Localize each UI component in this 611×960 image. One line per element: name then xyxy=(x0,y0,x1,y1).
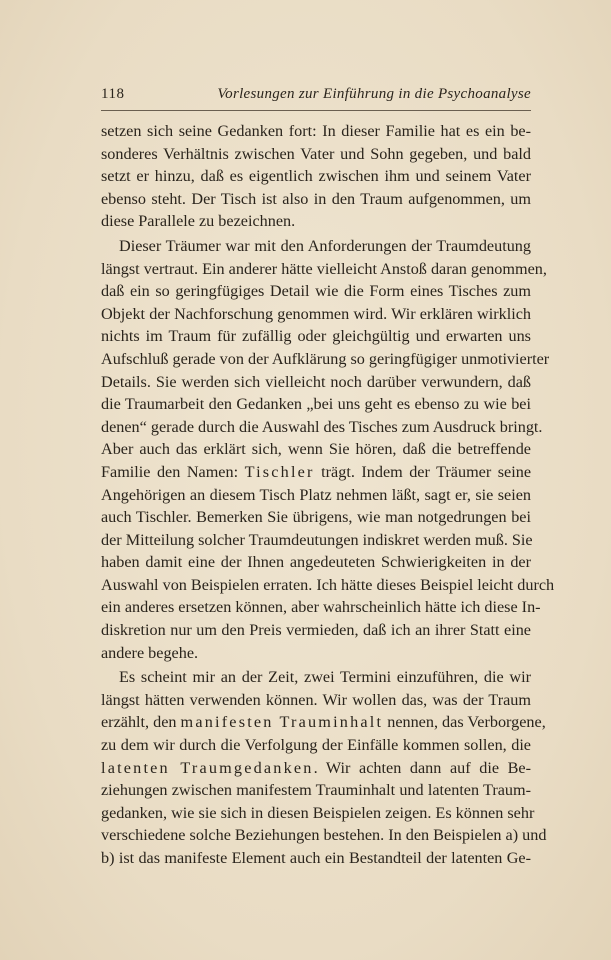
text-line: Es scheint mir an der Zeit, zwei Termini einzuführen, die wir xyxy=(119,668,531,687)
text-line: gedanken, wie sie sich in diesen Beispielen zeigen. Es können sehr xyxy=(101,803,535,822)
text-line: haben damit eine der Ihnen angedeuteten Schwierigkeiten in der xyxy=(101,553,531,572)
text-line: verschiedene solche Beziehungen bestehen. In den Beispielen a) und xyxy=(101,826,547,845)
running-title: Vorlesungen zur Einführung in die Psychoanalyse xyxy=(217,86,531,102)
text-line: ebenso steht. Der Tisch ist also in den Traum aufgenommen, um xyxy=(101,189,531,208)
text-line: denen“ gerade durch die Auswahl des Tisches zum Ausdruck bringt. xyxy=(101,417,543,436)
text-segment: Familie den Namen: xyxy=(101,462,245,481)
text-line xyxy=(101,711,546,734)
text-line: Dieser Träumer war mit den Anforderungen der Traumdeutung xyxy=(119,236,531,255)
text-line: ziehungen zwischen manifestem Trauminhalt und latenten Traum- xyxy=(101,781,531,800)
spaced-term: manifesten Trauminhalt xyxy=(180,713,384,732)
text-line: der Mitteilung solcher Traumdeutungen indiskret werden muß. Sie xyxy=(101,530,533,549)
text-line: längst vertraut. Ein anderer hätte vielleicht Anstoß daran genommen, xyxy=(101,259,547,278)
text-line: längst hätten verwenden können. Wir wollen das, was der Traum xyxy=(101,690,531,709)
text-line xyxy=(101,461,531,484)
paragraph-3 xyxy=(101,666,547,869)
page-header xyxy=(101,86,531,111)
text-segment: trägt. Indem der Träumer seine xyxy=(314,462,532,481)
page-number: 118 xyxy=(101,86,125,102)
paragraph-2 xyxy=(101,235,555,664)
text-line: zu dem wir durch die Verfolgung der Einfälle kommen sollen, die xyxy=(101,736,531,755)
text-line: die Traumarbeit den Gedanken „bei uns geht es ebenso zu wie bei xyxy=(101,395,531,414)
text-line: diskretion nur um den Preis vermieden, daß ich an ihrer Statt eine xyxy=(101,621,531,640)
text-segment: . Wir achten dann auf die Be- xyxy=(313,758,532,777)
text-line: b) ist das manifeste Element auch ein Bestandteil der latenten Ge- xyxy=(101,849,531,867)
text-line: setzen sich seine Gedanken fort: In dieser Familie hat es ein be- xyxy=(101,122,531,140)
spaced-term: latenten Traumgedanken xyxy=(101,758,314,777)
text-line xyxy=(101,757,531,780)
text-line: ein anderes ersetzen können, aber wahrscheinlich hätte ich diese In- xyxy=(101,598,541,617)
text-line: Auswahl von Beispielen erraten. Ich hätte dieses Beispiel leicht durch xyxy=(101,575,555,594)
text-line: andere begehe. xyxy=(101,643,199,662)
text-line: daß ein so geringfügiges Detail wie die Form eines Tisches zum xyxy=(101,282,531,301)
text-line: setzt er hinzu, daß es eigentlich zwischen ihm und seinem Vater xyxy=(101,167,531,186)
text-segment: nennen, das Verborgene, xyxy=(383,713,546,732)
text-line: diese Parallele zu bezeichnen. xyxy=(101,212,296,231)
text-line: sonderes Verhältnis zwischen Vater und Sohn gegeben, und bald xyxy=(101,144,531,163)
text-line: Objekt der Nachforschung genommen wird. Wir erklären wirklich xyxy=(101,304,531,323)
spaced-term: Tischler xyxy=(244,462,315,481)
text-line: Aufschluß gerade von der Aufklärung so geringfügiger unmotivierter xyxy=(101,349,550,368)
text-line: nichts im Traum für zufällig oder gleichgültig und erwarten uns xyxy=(101,327,531,346)
text-line: Details. Sie werden sich vielleicht noch darüber verwundern, daß xyxy=(101,372,531,391)
text-line: Aber auch das erklärt sich, wenn Sie hören, daß die betreffende xyxy=(101,440,531,459)
text-line: auch Tischler. Bemerken Sie übrigens, wie man notgedrungen bei xyxy=(101,508,531,527)
text-line: Angehörigen an diesem Tisch Platz nehmen läßt, sagt er, sie seien xyxy=(101,485,531,504)
paragraph-1 xyxy=(101,120,531,233)
body-text xyxy=(101,120,555,870)
text-segment: erzählt, den xyxy=(101,713,181,732)
